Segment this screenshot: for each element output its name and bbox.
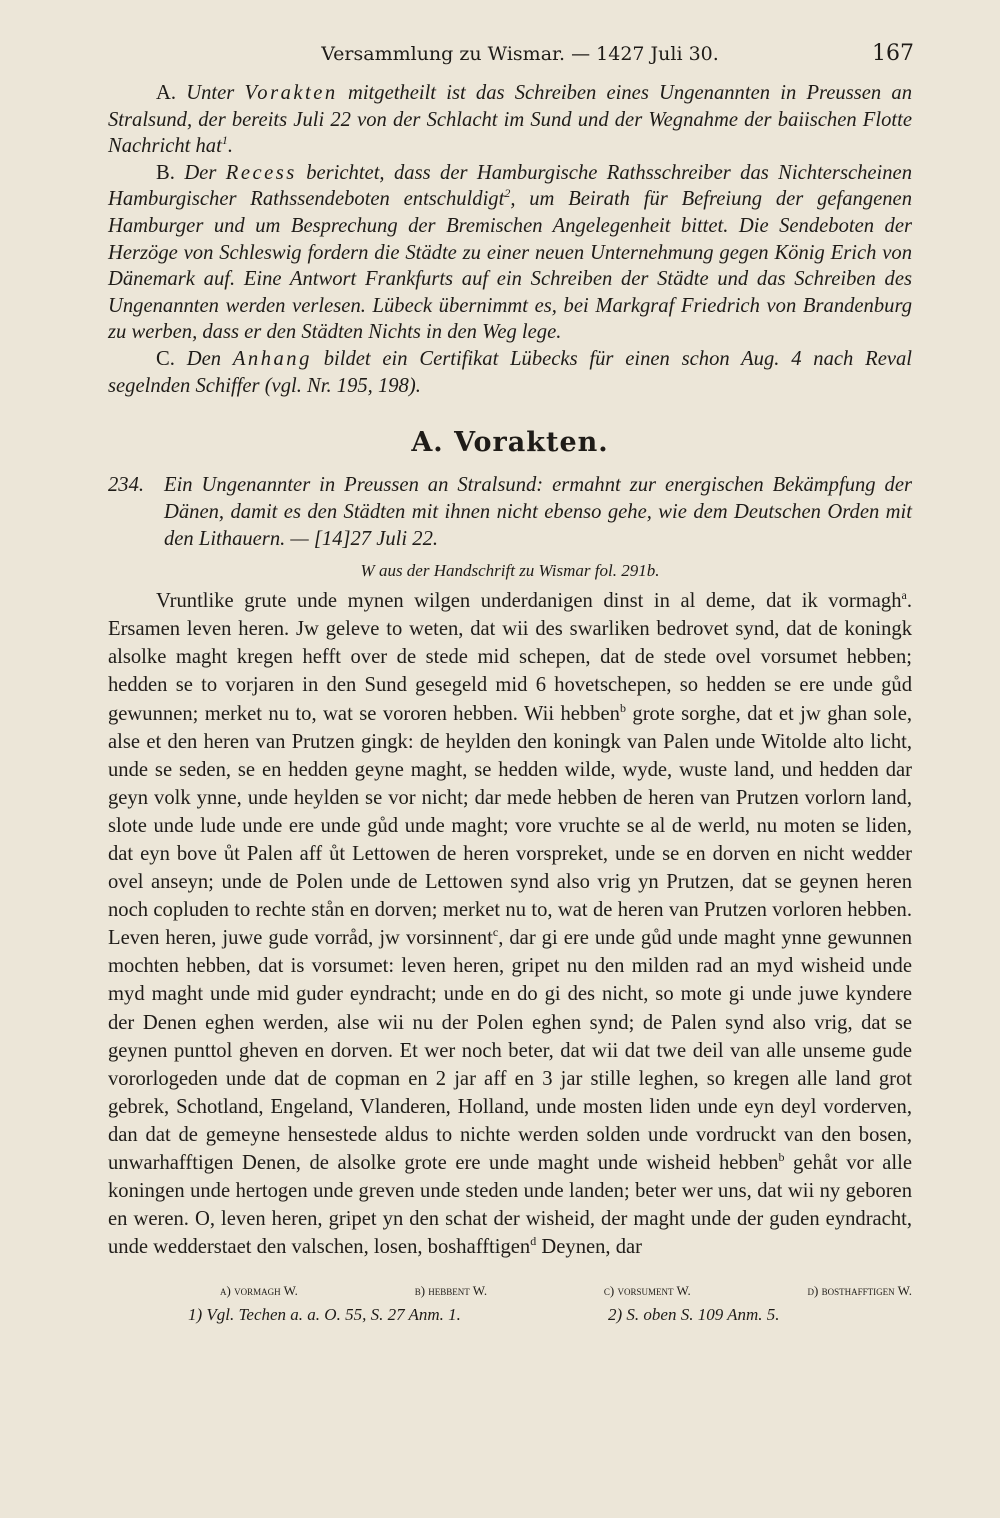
document-body bbox=[108, 587, 912, 1261]
summary-b-text1: berichtet, dass der Hamburgische Rathsschreiber das Nichterscheinen Hamburgischer Rathssendeboten entschuldigt bbox=[108, 161, 912, 211]
footnote-c: c) vorsument W. bbox=[603, 1283, 691, 1299]
running-head bbox=[108, 34, 912, 74]
footnote-b: b) hebbent W. bbox=[414, 1283, 488, 1299]
body-text-2: . Ersamen leven heren. Jw geleve to weten, dat wii des swarliken bedrovet synd, dat de koningk alsolke maght kregen hefft over de stede mid schepen, dat de stede ovel vorsumet hebben; hedden se to vorjaren in den Sund gesegeld mid 6 hovetschepen, so hedden se ere unde gůd gewunnen; merket nu to, wat se vororen hebben. Wii hebben bbox=[108, 590, 912, 725]
summary-c-text: bildet ein Certifikat Lübecks für einen schon Aug. 4 nach Reval segelnden Schiffer (vgl. Nr. 195, 198). bbox=[108, 347, 913, 397]
summary-label-a: A. bbox=[156, 82, 177, 104]
section-heading: A. Vorakten. bbox=[411, 427, 609, 459]
document-number: 234. bbox=[108, 474, 145, 497]
running-title: Versammlung zu Wismar. — 1427 Juli 30. bbox=[321, 43, 719, 65]
summary bbox=[108, 80, 912, 399]
summary-c-spaced: Anhang bbox=[232, 347, 312, 370]
note-ref-a: a bbox=[901, 588, 907, 603]
body-text-1: Vruntlike grute unde mynen wilgen underdanigen dinst in al deme, dat ik vormagh bbox=[156, 590, 902, 613]
summary-b-spaced: Recess bbox=[225, 161, 297, 184]
numbered-footnotes bbox=[108, 1305, 912, 1325]
summary-a-end: . bbox=[227, 135, 233, 158]
footnote-2: 2) S. oben S. 109 Anm. 5. bbox=[608, 1305, 780, 1325]
body-text-4: , dar gi ere unde gůd unde maght ynne gewunnen mochten hebben, dat is vorsumet: leven heren, gripet nu den milden rad an myd wisheid unde myd maght unde mid guder eyndracht; unde en do gi des nicht, so mote gi unde juwe kyndere der Denen eghen werden, alse wii nu der Polen eghen synd; de Palen synd also vrig, dat se geynen punttol gheven en dorven. Et wer noch beter, dat wii dat twe deil van alle unseme gude vororlogeden unde dat de copman en 2 jar aff en 3 jar stille leghen, so kregen alle land grot gebrek, Schotland, Engeland, Vlanderen, Holland, unde mosten liden unde eyn deyl vorderven, dan dat de gemeyne hensestede aldus to nichte werden solden unde vordruckt van den bosen, unwarhafftigen Denen, de alsolke grote ere unde maght unde wisheid hebben bbox=[108, 927, 912, 1174]
summary-b-pre: Der bbox=[184, 161, 217, 184]
note-ref-c: c bbox=[492, 925, 499, 940]
summary-b-text2: , um Beirath für Befreiung der gefangenen Hamburger und um Besprechung der Bremischen Angelegenheit bittet. Die Sendeboten der Herzöge von Schleswig fordern die Städte zu einer neuen Unternehmung gegen König Erich von Dänemark auf. Eine Antwort Frankfurts auf ein Schreiben der Städte und das Schreiben des Ungenannten werden verlesen. Lübeck übernimmt es, bei Markgraf Friedrich von Brandenburg zu werben, dass er den Städten Nichts in den Weg lege. bbox=[108, 188, 912, 344]
note-ref-b-1: b bbox=[619, 700, 626, 715]
summary-c-pre: Den bbox=[186, 347, 222, 370]
footnote-1: 1) Vgl. Techen a. a. O. 55, S. 27 Anm. 1. bbox=[188, 1305, 461, 1325]
summary-a-pre: Unter bbox=[186, 82, 235, 104]
page-number: 167 bbox=[872, 41, 914, 66]
critical-apparatus bbox=[108, 1283, 912, 1299]
body-text-6: Deynen, dar bbox=[536, 1236, 643, 1259]
footnote-d: d) bosthafftigen W. bbox=[807, 1283, 912, 1299]
footnote-a: a) vormagh W. bbox=[220, 1283, 298, 1299]
summary-paragraph-b bbox=[108, 160, 912, 346]
summary-label-c: C. bbox=[156, 347, 175, 370]
note-ref-d: d bbox=[530, 1234, 537, 1249]
note-ref-b-2: b bbox=[778, 1150, 785, 1165]
summary-a-spaced: Vorakten bbox=[244, 82, 338, 104]
footnote-ref-1: 1 bbox=[221, 133, 228, 148]
summary-a-text: mitgetheilt ist das Schreiben eines Ungenannten in Preussen an Stralsund, der bereits Juli 22 von der Schlacht im Sund und der Wegnahme der baiischen Flotte Nachricht hat bbox=[108, 82, 912, 158]
footnote-ref-2: 2 bbox=[504, 186, 511, 201]
source-note: W aus der Handschrift zu Wismar fol. 291b. bbox=[360, 561, 660, 581]
document-heading bbox=[108, 472, 912, 553]
document-regest: Ein Ungenannter in Preussen an Stralsund: ermahnt zur energischen Bekämpfung der Dänen, damit es den Städten mit ihnen nicht ebenso gehe, wie dem Deutschen Orden mit den Lithauern. — [14]27 Juli 22. bbox=[164, 474, 912, 551]
summary-paragraph-a bbox=[108, 80, 912, 160]
summary-paragraph-c bbox=[108, 346, 912, 399]
body-text-3: grote sorghe, dat et jw ghan sole, alse et den heren van Prutzen gingk: de heylden den koningk van Palen unde Witolde alto licht, unde se seden, se en hedden geyne maght, se hedden wilde, wyde, wuste land, und hedden dar geyn volk ynne, unde heylden se vor nicht; dar mede hebben de heren van Prutzen vorlorn land, slote unde lude unde ere unde gůd unde maght; vore vruchte se al de werld, nu moten se liden, dat eyn bove ůt Palen aff ůt Lettowen de heren vorspreket, unde se en dorven en nicht wedder ovel anseyn; unde de Polen unde de Lettowen synd also vrig yn Prutzen, dat se geynen heren noch copluden to rechte stån en dorven; merket nu to, wat de heren van Prutzen vorloren hebben. Leven heren, juwe gude vorråd, jw vorsinnent bbox=[108, 702, 912, 950]
summary-label-b: B. bbox=[156, 161, 175, 184]
body-text-5: gehåt vor alle koningen unde hertogen unde greven unde steden unde landen; beter wer uns, dat wii ny geboren en weren. O, leven heren, gripet yn den schat der wisheid, der maght unde der guden eyndracht, unde wedderstaet den valschen, losen, boshafftigen bbox=[108, 1152, 912, 1259]
